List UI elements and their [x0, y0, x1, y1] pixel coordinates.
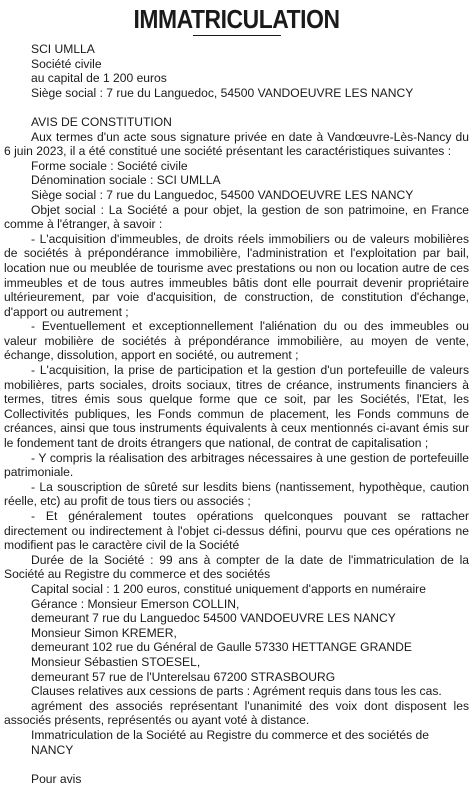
gerant-address: demeurant 102 rue du Général de Gaulle 57330 HETTANGE GRANDE	[31, 640, 412, 655]
agrement: agrément des associés représentant l'unanimité des voix dont disposent les associés présents, représentés ou ayant voté à distance.	[4, 698, 469, 728]
siege-social: Siège social : 7 rue du Languedoc, 54500 VANDOEUVRE LES NANCY	[31, 187, 414, 202]
objet-social: Objet social : La Société a pour objet, la gestion de son patrimoine, en France comme à l'étranger, à savoir :	[4, 202, 469, 232]
gerant-address: demeurant 57 rue de l'Unterelsau 67200 STRASBOURG	[31, 669, 336, 684]
company-siege: Siège social : 7 rue du Languedoc, 54500 VANDOEUVRE LES NANCY	[31, 85, 414, 100]
closing-pour-avis: Pour avis	[31, 771, 82, 786]
company-name: SCI UMLLA	[31, 42, 95, 56]
capital-social: Capital social : 1 200 euros, constitué uniquement d'apports en numéraire	[31, 581, 426, 596]
gerant-address: demeurant 7 rue du Languedoc 54500 VANDOEUVRE LES NANCY	[31, 611, 396, 626]
objet-item: - Et généralement toutes opérations quelconques pouvant se rattacher directement ou indirectement à l'objet ci-dessus défini, pourvu que ces opérations ne modifient pas le caractère civil de la Société	[4, 509, 469, 553]
objet-item: - L'acquisition d'immeubles, de droits réels immobiliers ou de valeurs mobilières de sociétés à prépondérance immobilière, l'administration et l'exploitation par bail, location nue ou meublée de tourisme avec prestations ou non ou location autre de ces immeubles et de tous autres immeubles bâtis dont elle pourrait devenir propriétaire ultérieurement, par voie d'acquisition, de construction, de constitution d'échange, d'apport ou autrement ;	[4, 231, 469, 319]
objet-item: - Eventuellement et exceptionnellement l'aliénation du ou des immeubles ou valeur mobilière de sociétés à prépondérance immobilière, au moyen de vente, échange, dissolution, apport en société, ou autrement ;	[4, 319, 469, 363]
spacer	[4, 100, 469, 115]
objet-item: - La souscription de sûreté sur lesdits biens (nantissement, hypothèque, caution réelle, etc) au profit de tous tiers ou associés ;	[4, 479, 469, 509]
forme-sociale: Forme sociale : Société civile	[31, 158, 188, 173]
company-capital: au capital de 1 200 euros	[31, 71, 167, 86]
notice-body	[4, 42, 469, 786]
gerance: Gérance : Monsieur Emerson COLLIN,	[31, 596, 240, 611]
objet-item: - Y compris la réalisation des arbitrages nécessaires à une gestion de portefeuille patrimoniale.	[4, 450, 469, 480]
clauses-cession: Clauses relatives aux cessions de parts : Agrément requis dans tous les cas.	[31, 684, 442, 699]
avis-intro: Aux termes d'un acte sous signature privée en date à Vandœuvre-Lès-Nancy du 6 juin 2023, il a été constitué une société présentant les caractéristiques suivantes :	[4, 129, 469, 159]
gerant-name: Monsieur Simon KREMER,	[31, 625, 177, 640]
spacer	[4, 757, 469, 772]
notice-title: IMMATRICULATION	[133, 4, 340, 34]
objet-item: - L'acquisition, la prise de participation et la gestion d'un portefeuille de valeurs mobilières, parts sociales, droits sociaux, titres de créance, instruments financiers à termes, titres émis sous quelque forme que ce soit, par les Sociétés, l'Etat, les Collectivités publiques, les Fonds commun de placement, les Fonds communs de créances, ainsi que tous instruments équivalents à ceux mentionnés ci-avant émis sur le fondement tant de droits étrangers que national, de contrat de capitalisation ;	[4, 363, 469, 451]
denomination-sociale: Dénomination sociale : SCI UMLLA	[31, 173, 221, 188]
title-underline	[193, 35, 281, 36]
avis-heading: AVIS DE CONSTITUTION	[31, 114, 172, 129]
duree-societe: Durée de la Société : 99 ans à compter de la date de l'immatriculation de la Société au Registre du commerce et des sociétés	[4, 552, 469, 582]
company-type: Société civile	[31, 56, 102, 71]
legal-notice-page	[0, 4, 473, 786]
gerant-name: Monsieur Sébastien STOESEL,	[31, 654, 201, 669]
immatriculation-rcs: Immatriculation de la Société au Registre du commerce et des sociétés de NANCY	[31, 727, 429, 757]
